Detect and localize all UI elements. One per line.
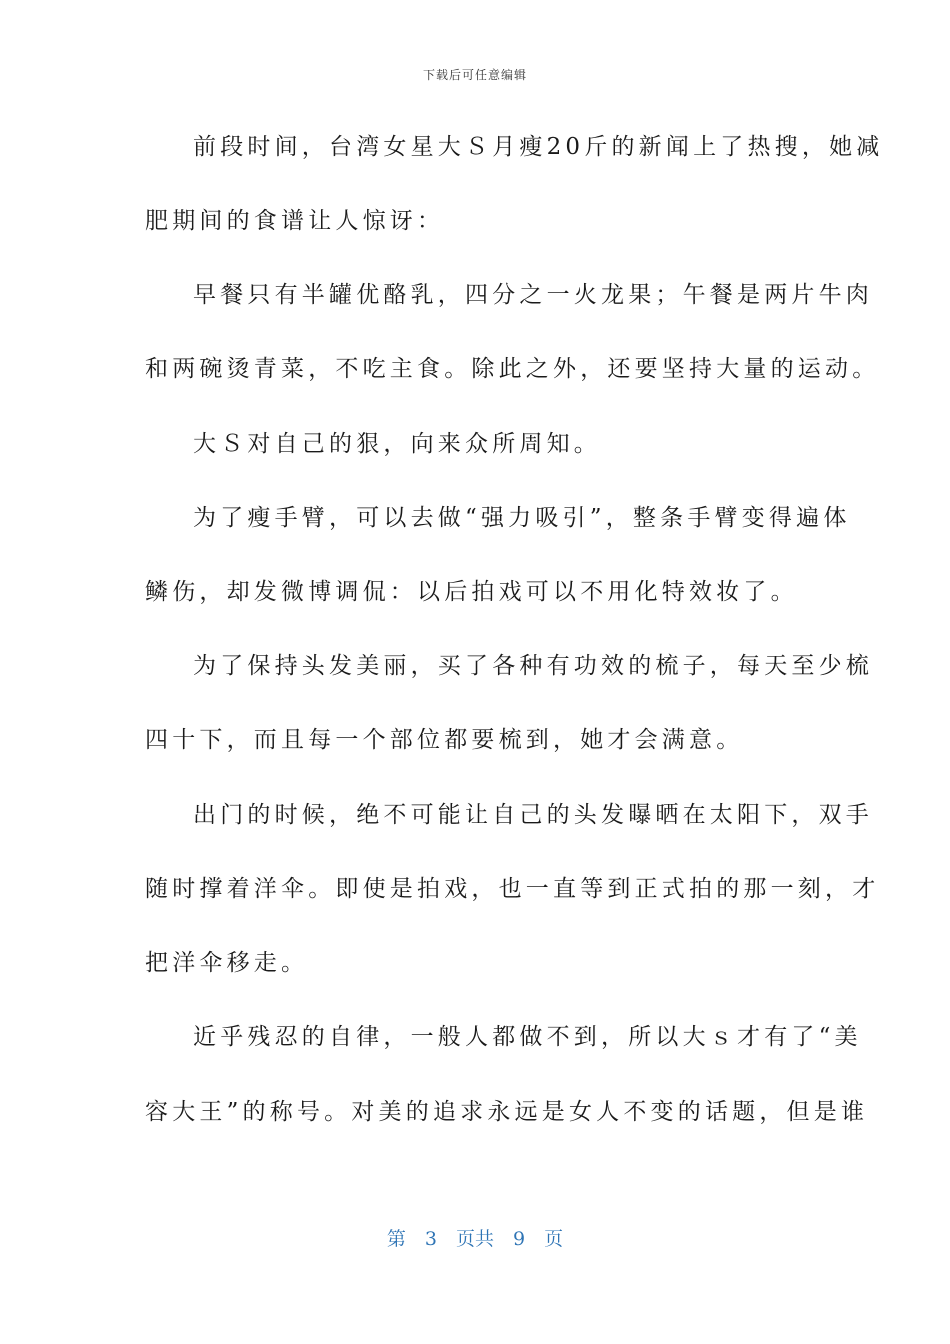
paragraph-line: 容大王”的称号。对美的追求永远是女人不变的话题，但是谁 bbox=[145, 1099, 869, 1125]
paragraph-line: 四十下，而且每一个部位都要梳到，她才会满意。 bbox=[145, 727, 744, 753]
paragraph-line: 出门的时候，绝不可能让自己的头发曝晒在太阳下，双手 bbox=[193, 802, 873, 828]
page-number-footer: 第 3 页共 9 页 bbox=[386, 1228, 564, 1250]
paragraph-line: 大Ｓ对自己的狠，向来众所周知。 bbox=[193, 431, 601, 457]
paragraph-line: 鳞伤，却发微博调侃：以后拍戏可以不用化特效妆了。 bbox=[145, 579, 798, 605]
paragraph-line: 随时撑着洋伞。即使是拍戏，也一直等到正式拍的那一刻，才 bbox=[145, 876, 880, 902]
paragraph-line: 和两碗烫青菜，不吃主食。除此之外，还要坚持大量的运动。 bbox=[145, 356, 880, 382]
paragraph-line: 前段时间，台湾女星大Ｓ月瘦20斤的新闻上了热搜，她减 bbox=[193, 134, 884, 160]
paragraph-line: 早餐只有半罐优酪乳，四分之一火龙果；午餐是两片牛肉 bbox=[193, 282, 873, 308]
paragraph-line: 为了瘦手臂，可以去做“强力吸引”，整条手臂变得遍体 bbox=[193, 505, 851, 531]
paragraph-line: 把洋伞移走。 bbox=[145, 950, 309, 976]
paragraph-line: 近乎残忍的自律，一般人都做不到，所以大ｓ才有了“美 bbox=[193, 1024, 862, 1050]
paragraph-line: 为了保持头发美丽，买了各种有功效的梳子，每天至少梳 bbox=[193, 653, 873, 679]
paragraph-line: 肥期间的食谱让人惊讶： bbox=[145, 208, 445, 234]
page-header: 下载后可任意编辑 bbox=[422, 68, 527, 82]
